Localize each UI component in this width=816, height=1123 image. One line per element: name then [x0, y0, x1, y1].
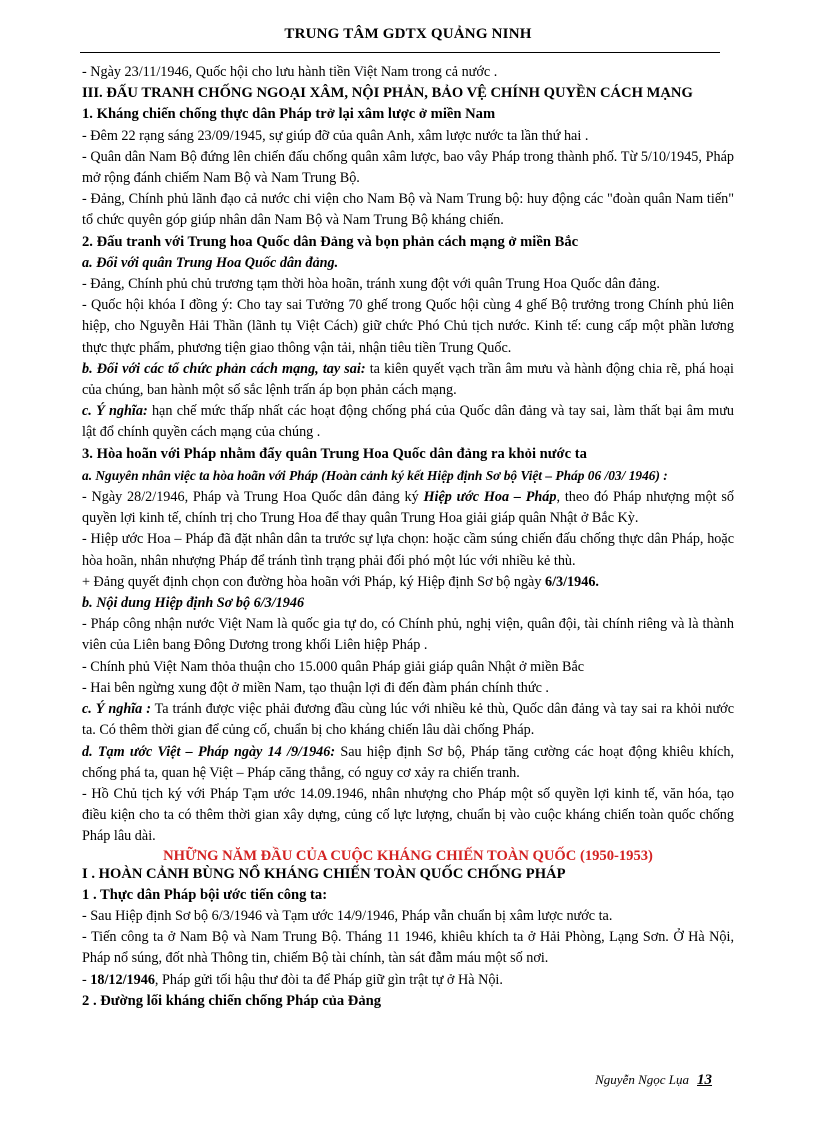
paragraph	[82, 699, 734, 741]
text-run: 3. Hòa hoãn với Pháp nhằm đẩy quân Trung Hoa Quốc dân đảng ra khỏi nước ta	[82, 445, 587, 462]
text-run: - Ngày 28/2/1946, Pháp và Trung Hoa Quốc dân đảng ký	[82, 489, 424, 506]
paragraph	[82, 906, 734, 927]
document-body	[82, 62, 734, 1012]
text-run: - Ngày 23/11/1946, Quốc hội cho lưu hành tiền Việt Nam trong cả nước .	[82, 64, 498, 80]
paragraph	[82, 742, 734, 784]
page-header: TRUNG TÂM GDTX QUẢNG NINH	[284, 26, 532, 42]
text-run: - Đêm 22 rạng sáng 23/09/1945, sự giúp đỡ của quân Anh, xâm lược nước ta lần thứ hai .	[82, 127, 589, 144]
text-run: - Hồ Chủ tịch ký với Pháp Tạm ước 14.09.1946, nhân nhượng cho Pháp một số quyền lợi kinh tế, văn hóa, tạo điều kiện cho ta có thêm thời gian xây dựng, củng cố lực lượng, chuẩn bị vào cuộc kháng chiến toàn quốc chống Pháp lâu dài.	[82, 785, 734, 845]
paragraph	[82, 614, 734, 656]
emphasis-text: c. Ý nghĩa:	[82, 403, 148, 420]
paragraph	[82, 784, 734, 848]
emphasis-text: b. Đối với các tổ chức phản cách mạng, tay sai:	[82, 360, 366, 377]
paragraph	[82, 62, 734, 83]
paragraph	[82, 295, 734, 359]
text-run: , Pháp gửi tối hậu thư đòi ta để Pháp giữ gìn trật tự ở Hà Nội.	[154, 971, 503, 988]
paragraph	[82, 927, 734, 969]
emphasis-text: b. Nội dung Hiệp định Sơ bộ 6/3/1946	[82, 595, 305, 612]
emphasis-text: a. Nguyên nhân việc ta hòa hoãn với Pháp (Hoàn cảnh ký kết Hiệp định Sơ bộ Việt – Pháp 06 /03/ 1946) :	[82, 467, 668, 483]
section-heading	[82, 991, 734, 1012]
paragraph	[82, 401, 734, 443]
paragraph	[82, 529, 734, 571]
text-run: Ta tránh được việc phải đương đầu cùng lúc với nhiều kẻ thù, Quốc dân đảng và tay sai ra khỏi nước ta. Có thêm thời gian để củng cố, chuẩn bị cho kháng chiến lâu dài chống Pháp.	[82, 701, 734, 739]
text-run: - Quốc hội khóa I đồng ý: Cho tay sai Tưởng 70 ghế trong Quốc hội cùng 4 ghế Bộ trưởng trong Chính phủ liên hiệp, cho Nguyễn Hải Thần (lãnh tụ Việt Cách) giữ chức Phó Chủ tịch nước. Kinh tế: cung cấp một phần lương thực thực phẩm, phương tiện giao thông vận tải, nhận tiêu tiền Trung Quốc.	[82, 297, 734, 356]
text-run: ta kiên quyết vạch trần âm mưu và hành động chia rẽ, phá hoại của chúng, ban hành một số sắc lệnh trấn áp bọn phản cách mạng.	[82, 360, 734, 399]
paragraph	[82, 657, 734, 678]
text-run: 2. Đấu tranh với Trung hoa Quốc dân Đảng và bọn phản cách mạng ở miền Bắc	[82, 233, 579, 250]
text-run: 1 . Thực dân Pháp bội ước tiến công ta:	[82, 886, 328, 903]
emphasis-text: 6/3/1946.	[544, 573, 599, 590]
emphasis-text: c. Ý nghĩa :	[82, 701, 151, 718]
text-run: , theo đó Pháp nhượng một số quyền lợi kinh tế, chính trị cho Trung Hoa để thay quân Trung Hoa giải giáp quân Nhật ở Bắc Kỳ.	[82, 489, 735, 527]
page-number: 13	[697, 1072, 712, 1088]
text-run: -	[82, 971, 91, 988]
text-run: - Đảng, Chính phủ lãnh đạo cả nước chi viện cho Nam Bộ và Nam Trung bộ: huy động các "đoàn quân Nam tiến" tổ chức quyên góp giúp nhân dân Nam Bộ và Nam Trung Bộ kháng chiến.	[82, 191, 734, 229]
paragraph	[82, 359, 734, 401]
text-run: + Đảng quyết định chọn con đường hòa hoãn với Pháp, ký Hiệp định Sơ bộ ngày	[82, 573, 545, 590]
section-heading	[82, 83, 734, 104]
page-footer	[595, 1072, 712, 1089]
text-run: NHỮNG NĂM ĐẦU CỦA CUỘC KHÁNG CHIẾN TOÀN QUỐC (1950-1953)	[163, 847, 653, 864]
section-heading	[82, 232, 734, 253]
text-run: - Chính phủ Việt Nam thỏa thuận cho 15.000 quân Pháp giải giáp quân Nhật ở miền Bắc	[82, 658, 585, 675]
paragraph	[82, 126, 734, 147]
text-run: - Sau Hiệp định Sơ bộ 6/3/1946 và Tạm ước 14/9/1946, Pháp vẫn chuẩn bị xâm lược nước ta.	[82, 907, 613, 924]
paragraph	[82, 274, 734, 295]
paragraph	[82, 465, 734, 487]
chapter-title	[82, 848, 734, 864]
text-run: - Đảng, Chính phủ chủ trương tạm thời hòa hoãn, tránh xung đột với quân Trung Hoa Quốc dân đảng.	[82, 276, 660, 293]
section-heading	[82, 104, 734, 125]
emphasis-text: d. Tạm ước Việt – Pháp ngày 14 /9/1946:	[82, 743, 336, 760]
paragraph	[82, 593, 734, 614]
header-divider	[80, 52, 720, 53]
text-run: III. ĐẤU TRANH CHỐNG NGOẠI XÂM, NỘI PHẢN, BẢO VỆ CHÍNH QUYỀN CÁCH MẠNG	[82, 85, 693, 102]
text-run: - Quân dân Nam Bộ đứng lên chiến đấu chống quân xâm lược, bao vây Pháp trong thành phố. Từ 5/10/1945, Pháp mở rộng đánh chiếm Nam Bộ và Nam Trung Bộ.	[82, 148, 734, 187]
text-run: - Pháp công nhận nước Việt Nam là quốc gia tự do, có Chính phủ, nghị viện, quân đội, tài chính riêng và là thành viên của Liên bang Đông Dương trong khối Liên hiệp Pháp .	[82, 616, 734, 654]
text-run: 1. Kháng chiến chống thực dân Pháp trở lại xâm lược ở miền Nam	[82, 106, 496, 123]
author-name: Nguyễn Ngọc Lụa	[595, 1072, 689, 1087]
text-run: hạn chế mức thấp nhất các hoạt động chống phá của Quốc dân đảng và tay sai, làm thất bại âm mưu lật đổ chính quyền cách mạng của chúng .	[82, 403, 734, 441]
text-run: 2 . Đường lối kháng chiến chống Pháp của Đảng	[82, 992, 382, 1009]
section-heading	[82, 864, 734, 885]
paragraph	[82, 189, 734, 231]
section-heading	[82, 885, 734, 906]
text-run: - Tiến công ta ở Nam Bộ và Nam Trung Bộ. Tháng 11 1946, khiêu khích ta ở Hải Phòng, Lạng Sơn. Ở Hà Nội, Pháp nổ súng, đốt nhà Thông tin, chiếm Bộ tài chính, tàn sát đẫm máu một số nơi.	[82, 929, 734, 967]
section-heading	[82, 444, 734, 465]
text-run: I . HOÀN CẢNH BÙNG NỔ KHÁNG CHIẾN TOÀN QUỐC CHỐNG PHÁP	[82, 865, 566, 882]
paragraph	[82, 678, 734, 699]
paragraph	[82, 253, 734, 274]
paragraph	[82, 970, 734, 991]
text-run: Sau hiệp định Sơ bộ, Pháp tăng cường các hoạt động khiêu khích, chống phá ta, quan hệ Việt – Pháp căng thẳng, có nguy cơ xảy ra chiến tranh.	[82, 743, 734, 781]
emphasis-text: Hiệp ước Hoa – Pháp	[423, 489, 557, 506]
paragraph	[82, 487, 734, 529]
text-run: - Hiệp ước Hoa – Pháp đã đặt nhân dân ta trước sự lựa chọn: hoặc cầm súng chiến đấu chống thực dân Pháp, hoặc hòa hoãn, nhân nhượng Pháp để tránh tình trạng phải đối phó một lúc với nhiều kẻ thù.	[82, 531, 734, 569]
paragraph	[82, 572, 734, 593]
emphasis-text: 18/12/1946	[90, 971, 155, 988]
emphasis-text: a. Đối với quân Trung Hoa Quốc dân đảng.	[82, 254, 339, 271]
paragraph	[82, 147, 734, 189]
text-run: - Hai bên ngừng xung đột ở miền Nam, tạo thuận lợi đi đến đàm phán chính thức .	[82, 679, 549, 696]
